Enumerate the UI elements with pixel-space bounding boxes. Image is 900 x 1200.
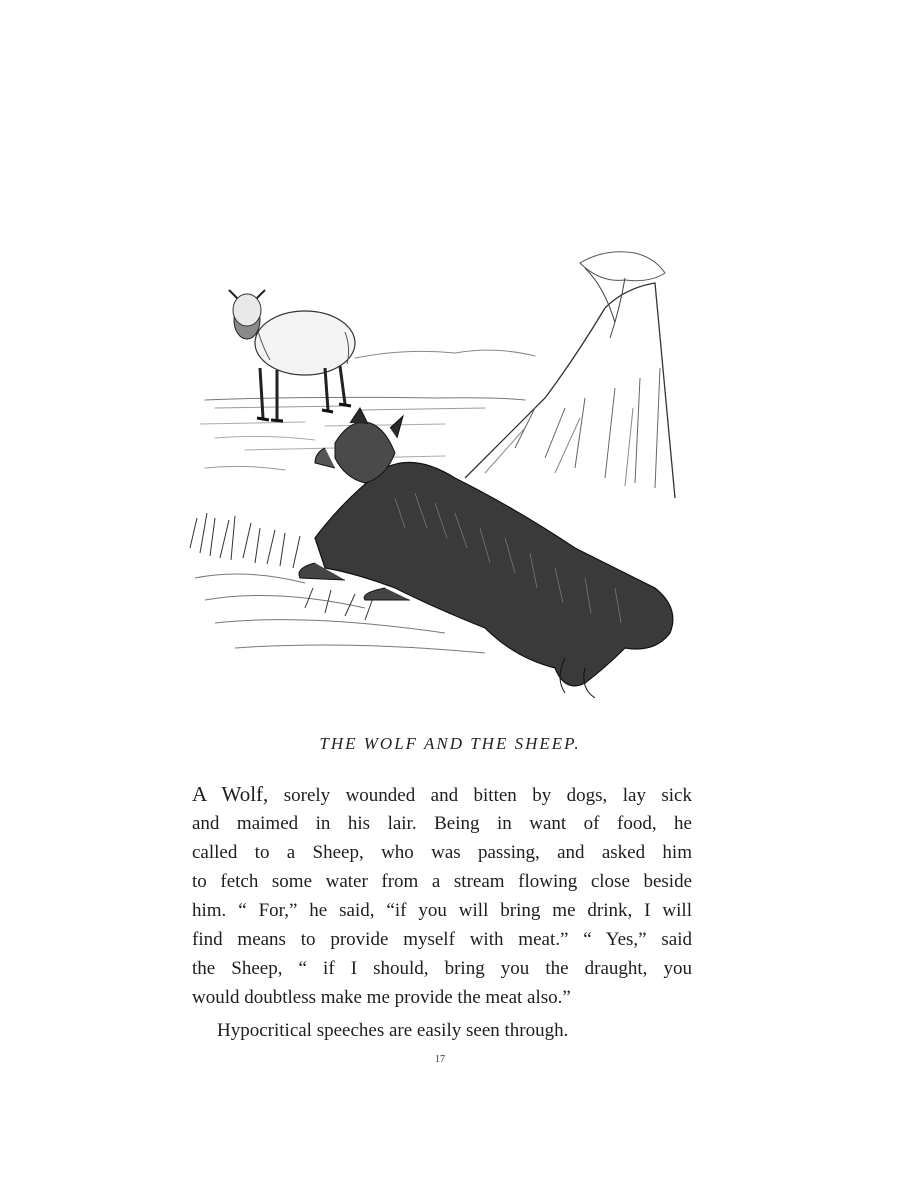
wolf-and-sheep-engraving: [185, 228, 685, 703]
fable-line: and maimed in his lair. Being in want of food, he: [192, 813, 692, 834]
fable-line: find means to provide myself with meat.” “ Yes,” said: [192, 929, 692, 950]
fable-line: called to a Sheep, who was passing, and asked him: [192, 842, 692, 863]
rocky-bank: [465, 252, 675, 498]
fable-line: A Wolf, sorely wounded and bitten by dogs, lay sick: [192, 782, 692, 806]
page-number: 17: [435, 1054, 445, 1065]
illustration-caption: THE WOLF AND THE SHEEP.: [319, 734, 581, 753]
fable-line: him. “ For,” he said, “if you will bring me drink, I will: [192, 900, 692, 921]
fable-line: to fetch some water from a stream flowing close beside: [192, 871, 692, 892]
fable-line: would doubtless make me provide the meat also.”: [192, 987, 571, 1008]
fable-moral: Hypocritical speeches are easily seen through.: [217, 1020, 569, 1041]
sheep-figure: [229, 290, 355, 421]
fable-line: the Sheep, “ if I should, bring you the draught, you: [192, 958, 692, 979]
wolf-figure: [299, 408, 673, 698]
fable-text: [192, 780, 692, 1012]
fable-opening-word: A Wolf,: [192, 782, 269, 806]
